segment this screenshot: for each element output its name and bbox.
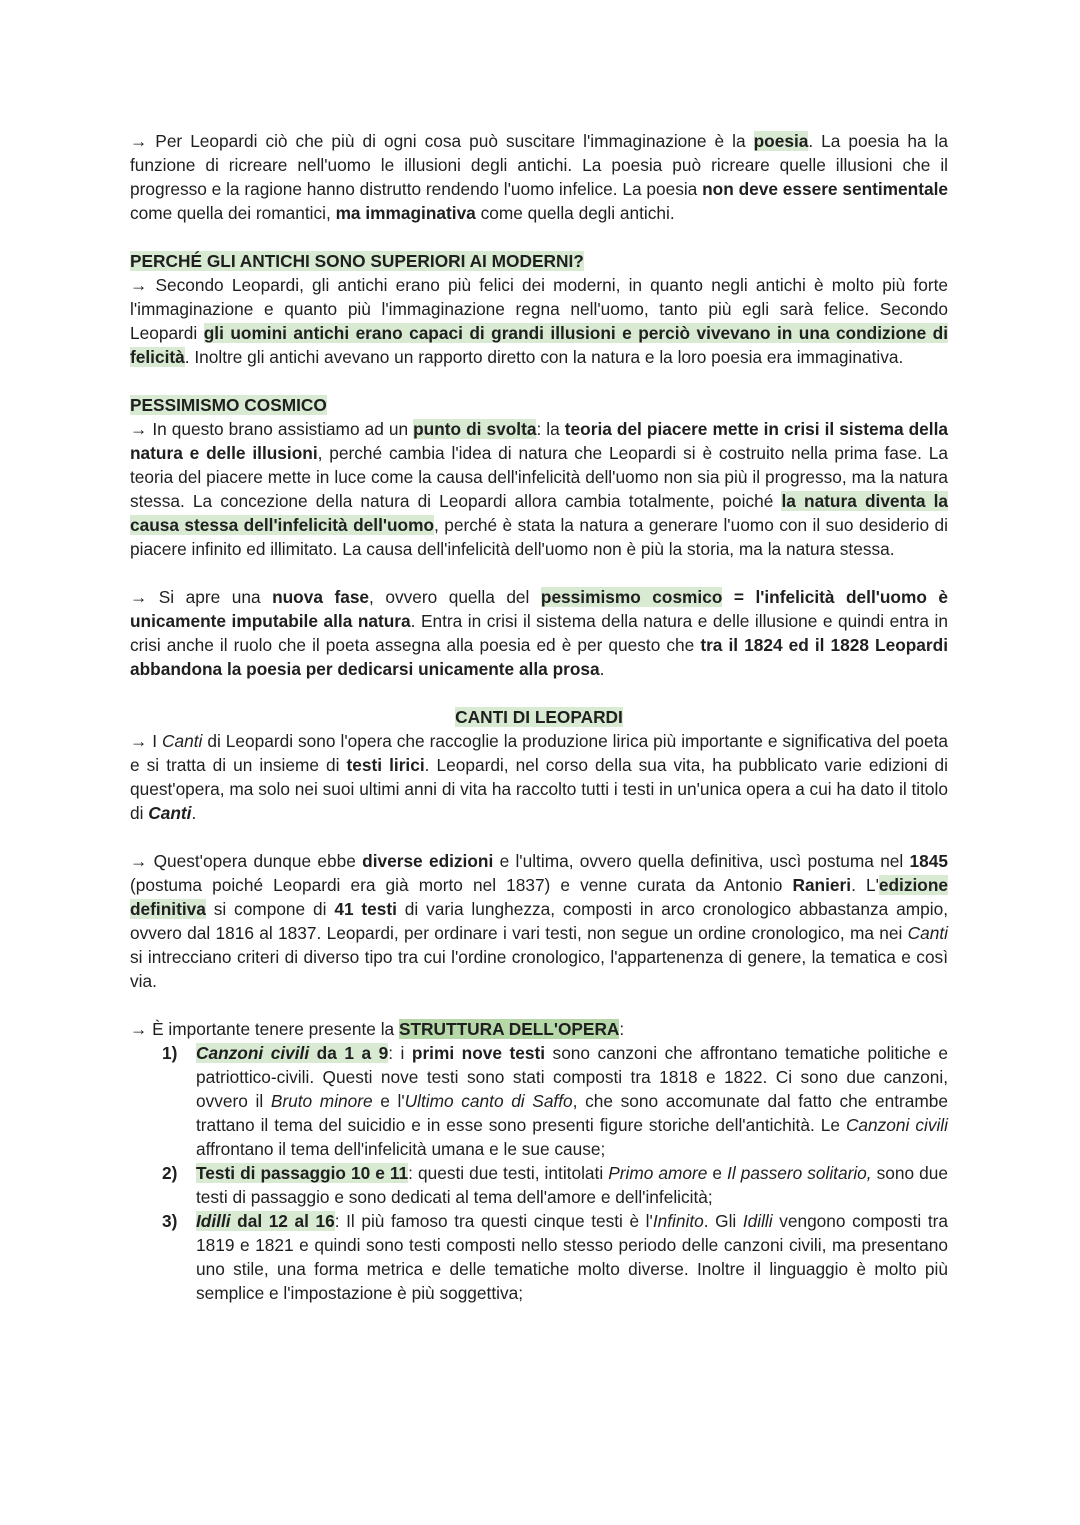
keyword-poesia: poesia <box>753 131 809 151</box>
list-item: 2) Testi di passaggio 10 e 11: questi due testi, intitolati Primo amore e Il passero solitario, sono due testi di passaggio e sono dedicati al tema dell'amore e dell'infelicità; <box>162 1163 948 1207</box>
section-heading-pessimismo: PESSIMISMO COSMICO <box>130 395 327 415</box>
canti-paragraph-1: → I Canti di Leopardi sono l'opera che raccoglie la produzione lirica più importante e significativa del poeta e si tratta di un insieme di testi lirici. Leopardi, nel corso della sua vita, ha pubblicato varie edizioni di quest'opera, ma solo nei suoi ultimi anni di vita ha raccolto tutti i testi in un'unica opera a cui ha dato il titolo di Canti. <box>130 731 948 823</box>
intro-paragraph: → Per Leopardi ciò che più di ogni cosa può suscitare l'immaginazione è la poesia. La poesia ha la funzione di ricreare nell'uomo le illusioni degli antichi. La poesia può ricreare quelle illusioni che il progresso e la ragione hanno distrutto rendendo l'uomo infelice. La poesia non deve essere sentimentale come quella dei romantici, ma immaginativa come quella degli antichi. <box>130 131 949 223</box>
pessimismo-paragraph-1: → In questo brano assistiamo ad un punto di svolta: la teoria del piacere mette in crisi il sistema della natura e delle illusioni, perché cambia l'idea di natura che Leopardi si è costruito nella prima fase. La teoria del piacere mette in luce come la causa dell'infelicità dell'uomo non sia più il progresso, ma la natura stessa. La concezione della natura di Leopardi allora cambia totalmente, poiché la natura diventa la causa stessa dell'infelicità dell'uomo, perché è stata la natura a generare l'uomo con il suo desiderio di piacere infinito ed illimitato. La causa dell'infelicità dell'uomo non è più la storia, ma la natura stessa. <box>130 419 949 559</box>
section-heading-canti: CANTI DI LEOPARDI <box>455 707 623 727</box>
list-item: 3) Idilli dal 12 al 16: Il più famoso tra questi cinque testi è l'Infinito. Gli Idilli vengono composti tra 1819 e 1821 e quindi sono testi composti nello stesso periodo delle canzoni civili, ma presentano uno stile, una forma metrica e delle tematiche molto diverse. Inoltre il linguaggio è molto più semplice e l'impostazione è più soggettiva; <box>162 1211 949 1303</box>
antichi-paragraph: → Secondo Leopardi, gli antichi erano più felici dei moderni, in quanto negli antichi è molto più forte l'immaginazione e quanto più l'immaginazione regna nell'uomo, tanto più egli sarà felice. Secondo Leopardi gli uomini antichi erano capaci di grandi illusioni e perciò vivevano in una condizione di felicità. Inoltre gli antichi avevano un rapporto diretto con la natura e la loro poesia era immaginativa. <box>130 275 949 367</box>
pessimismo-paragraph-2: → Si apre una nuova fase, ovvero quella del pessimismo cosmico = l'infelicità dell'uomo è unicamente imputabile alla natura. Entra in crisi il sistema della natura e delle illusione e quindi entra in crisi anche il ruolo che il poeta assegna alla poesia ed è per questo che tra il 1824 ed il 1828 Leopardi abbandona la poesia per dedicarsi unicamente alla prosa. <box>130 587 949 679</box>
list-item: 1) Canzoni civili da 1 a 9: i primi nove testi sono canzoni che affrontano tematiche politiche e patriottico-civili. Questi nove testi sono stati composti tra 1818 e 1822. Ci sono due canzoni, ovvero il Bruto minore e l'Ultimo canto di Saffo, che sono accomunate dal fatto che entrambe trattano il tema del suicidio e in esse sono presenti figure storiche dell'antichità. Le Canzoni civili affrontano il tema dell'infelicità umana e le sue cause; <box>162 1043 949 1159</box>
section-heading-antichi: PERCHÉ GLI ANTICHI SONO SUPERIORI AI MODERNI? <box>130 251 584 271</box>
canti-paragraph-2: → Quest'opera dunque ebbe diverse edizioni e l'ultima, ovvero quella definitiva, uscì postuma nel 1845 (postuma poiché Leopardi era già morto nel 1837) e venne curata da Antonio Ranieri. L'edizione definitiva si compone di 41 testi di varia lunghezza, composti in arco cronologico abbastanza ampio, ovvero dal 1816 al 1837. Leopardi, per ordinare i vari testi, non segue un ordine cronologico, ma nei Canti si intrecciano criteri di diverso tipo tra cui l'ordine cronologico, l'appartenenza di genere, la tematica e così via. <box>130 851 949 991</box>
struttura-intro: → È importante tenere presente la STRUTTURA DELL'OPERA: <box>130 1019 625 1039</box>
struttura-list <box>130 1041 948 1305</box>
document-page <box>130 129 948 1305</box>
